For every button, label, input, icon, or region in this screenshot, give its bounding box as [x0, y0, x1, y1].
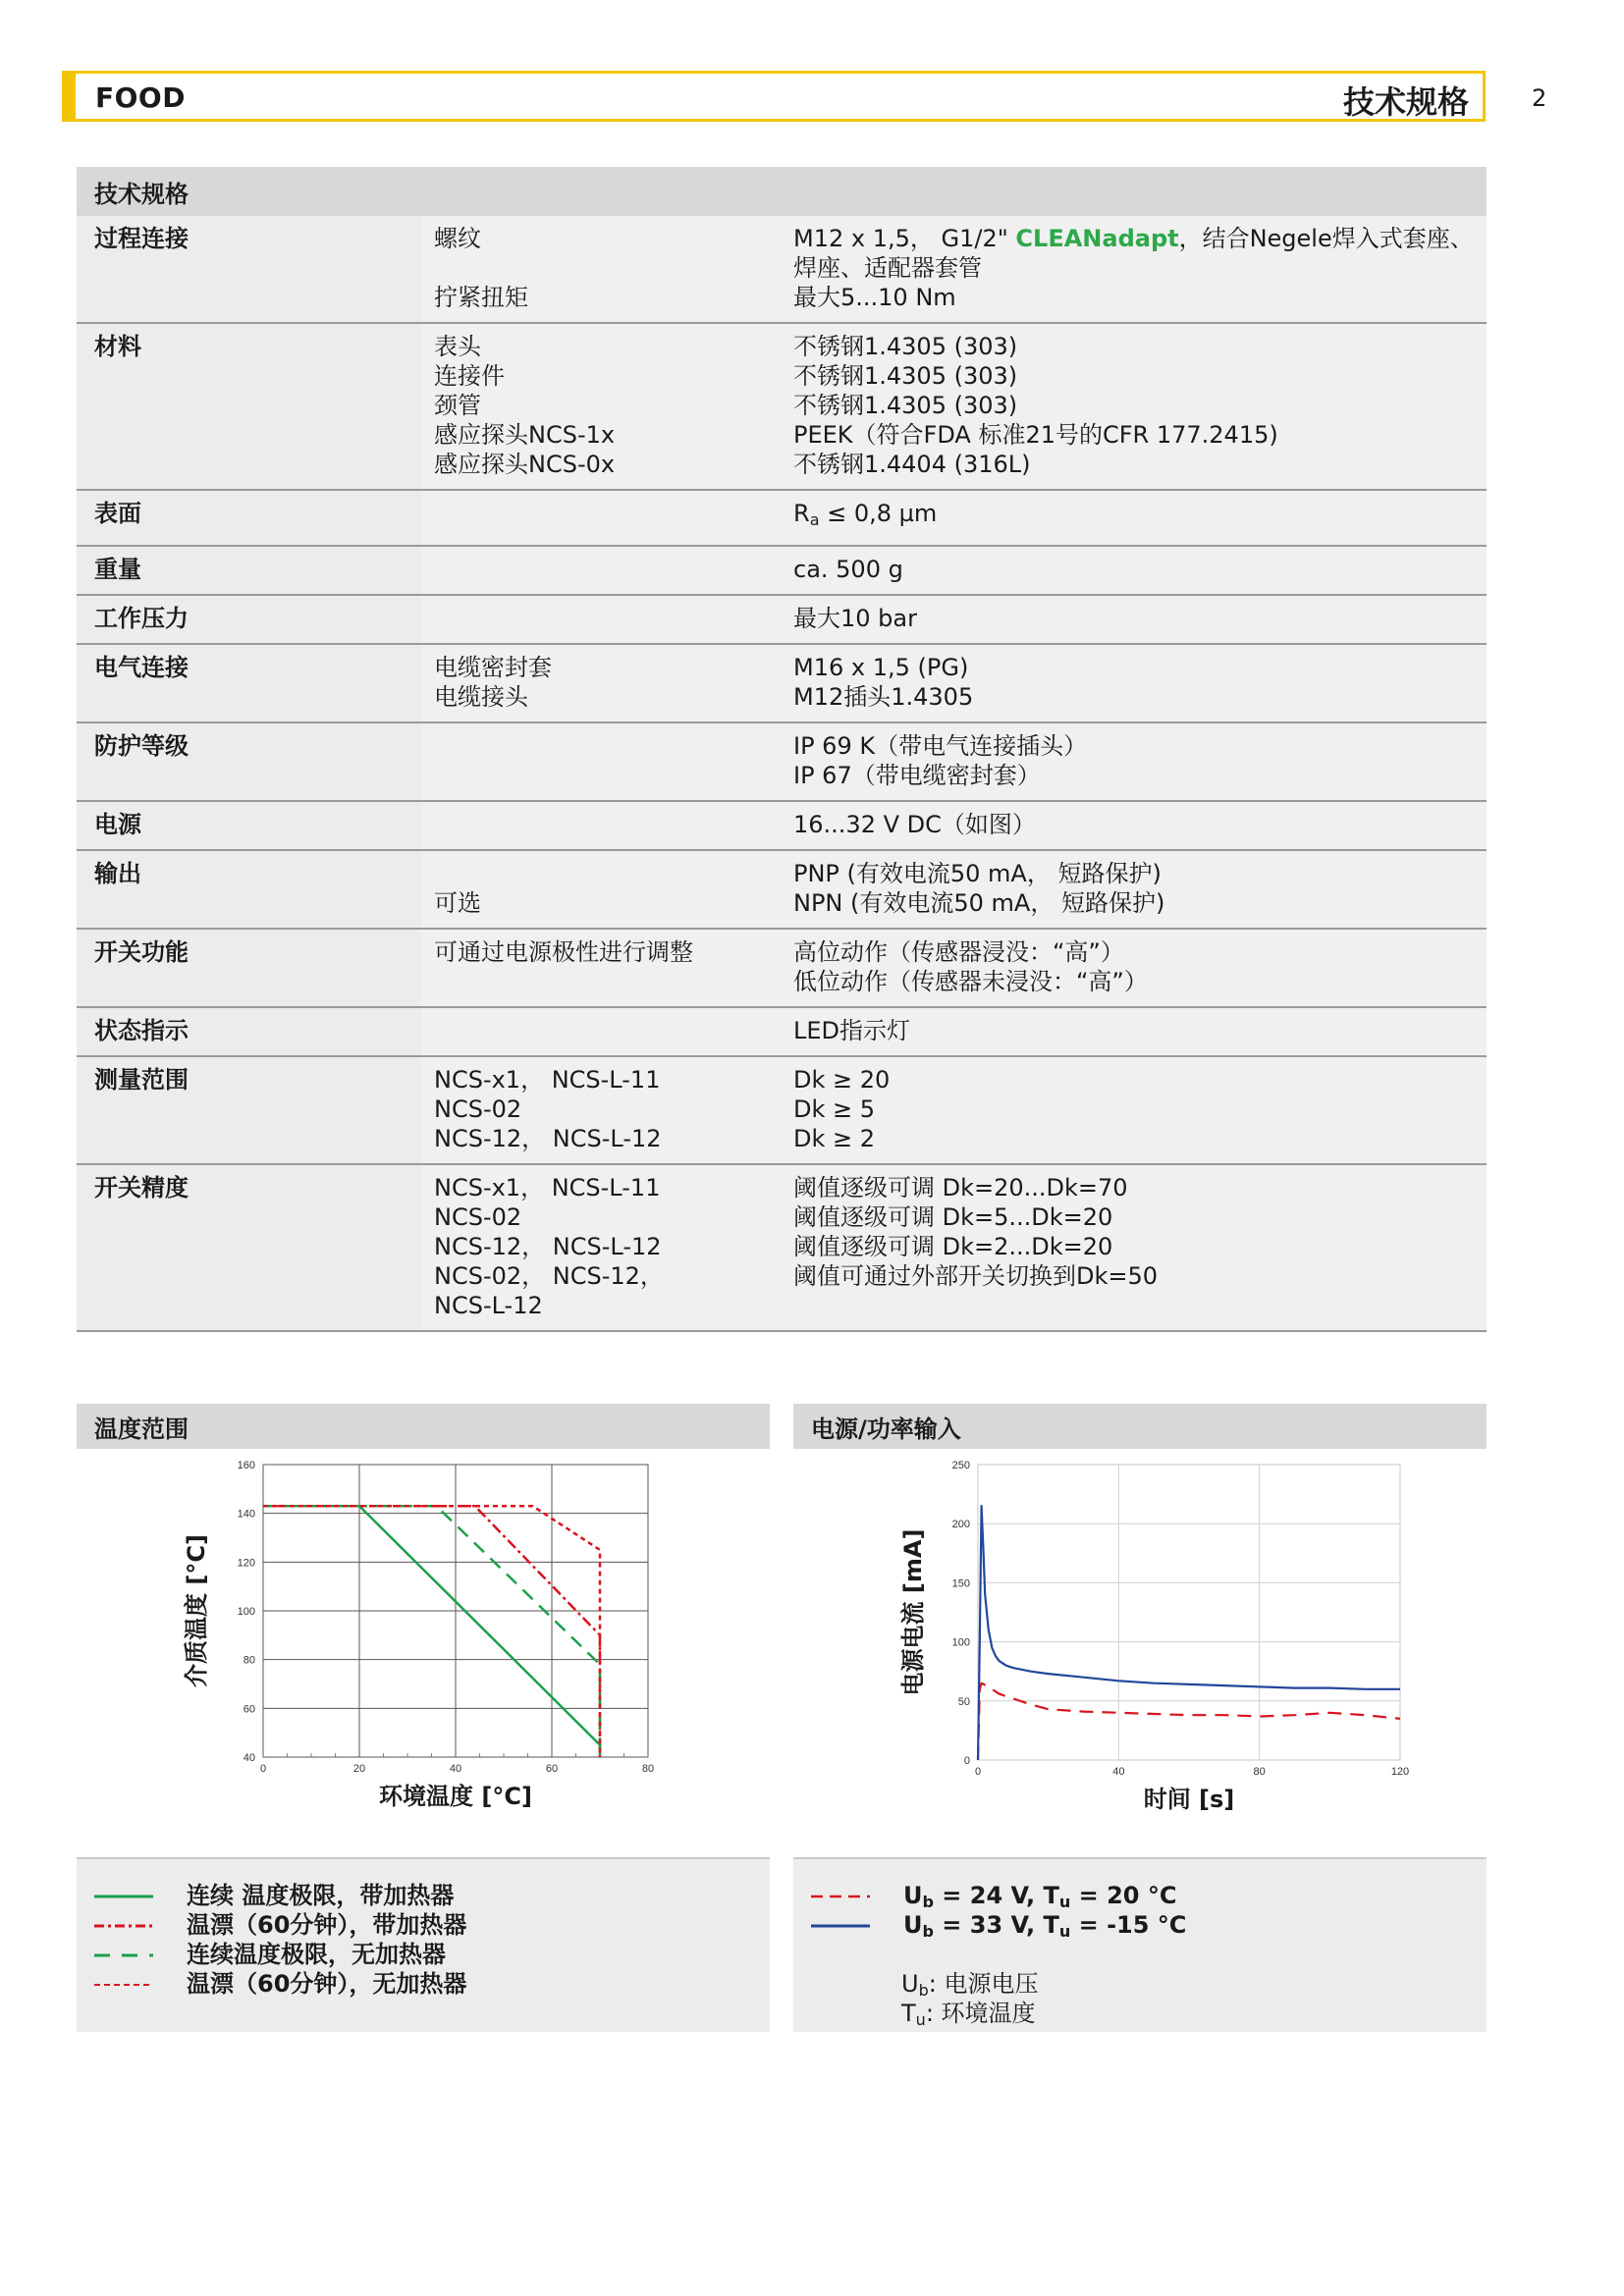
spec-label: 重量	[94, 556, 141, 583]
temperature-chart	[77, 1449, 770, 1857]
y-tick-label: 150	[951, 1577, 970, 1590]
spec-row	[77, 723, 1487, 802]
spec-row	[77, 1057, 1487, 1165]
spec-value: M12 x 1,5， G1/2" CLEANadapt，结合Negele焊入式套座、 焊座、适配器套管 最大5...10 Nm	[793, 216, 1487, 322]
spec-value: $R_a \le 0,8$ µm	[793, 491, 1487, 545]
spec-row	[77, 851, 1487, 930]
power-legend: $U_b = 24$ V, $T_u = 20$ °C $U_b = 33$ V, $T_u = -15$ °C $U_b$: 电源电压 $T_u$: 环境温度	[793, 1857, 1487, 2032]
y-tick-label: 160	[237, 1460, 255, 1471]
spec-sub: 螺纹 拧紧扭矩	[422, 216, 793, 322]
legend-swatch-dash-green	[92, 1940, 155, 1969]
spec-sub: NCS-x1， NCS-L-11 NCS-02 NCS-12， NCS-L-12	[422, 1057, 793, 1163]
spec-sub	[422, 547, 793, 594]
spec-sub: 表头 连接件 颈管 感应探头NCS-1x 感应探头NCS-0x	[422, 324, 793, 489]
spec-value: 16...32 V DC（如图）	[793, 802, 1487, 849]
y-tick-label: 100	[951, 1636, 970, 1649]
spec-row	[77, 547, 1487, 596]
spec-sub: 可选	[422, 851, 793, 928]
spec-value: 不锈钢1.4305 (303) 不锈钢1.4305 (303) 不锈钢1.4305 (303) PEEK（符合FDA 标准21号的CFR 177.2415) 不锈钢1.4404 (316L)	[793, 324, 1487, 489]
spec-label: 测量范围	[94, 1066, 189, 1094]
x-axis-label: 时间 [s]	[1143, 1786, 1235, 1813]
y-tick-label: 120	[237, 1557, 255, 1570]
header-bar	[62, 71, 1486, 122]
spec-sub	[422, 596, 793, 643]
temperature-chart-area	[77, 1449, 770, 1857]
x-tick-label: 40	[1112, 1766, 1125, 1778]
y-tick-label: 50	[957, 1695, 970, 1708]
spec-label: 输出	[94, 860, 141, 887]
y-tick-label: 250	[951, 1460, 970, 1471]
spec-sub	[422, 802, 793, 849]
spec-row	[77, 645, 1487, 723]
spec-sub: NCS-x1， NCS-L-11 NCS-02 NCS-12， NCS-L-12 NCS-02， NCS-12， NCS-L-12	[422, 1165, 793, 1330]
spec-value: 阈值逐级可调 Dk=20...Dk=70 阈值逐级可调 Dk=5...Dk=20 阈值逐级可调 Dk=2...Dk=20 阈值可通过外部开关切换到Dk=50	[793, 1165, 1487, 1330]
spec-row	[77, 491, 1487, 547]
spec-label: 电源	[94, 811, 141, 838]
y-tick-label: 140	[237, 1508, 255, 1521]
spec-value: 高位动作（传感器浸没：“高”） 低位动作（传感器未浸没：“高”）	[793, 930, 1487, 1006]
y-axis-label: 介质温度 [°C]	[183, 1534, 210, 1687]
y-tick-label: 0	[963, 1755, 970, 1767]
y-axis-label: 电源电流 [mA]	[899, 1528, 927, 1696]
temperature-legend: 连续 温度极限，带加热器 温漂（60分钟），带加热器 连续温度极限，无加热器 温漂（60分钟），无加热器	[77, 1857, 770, 2032]
spec-sub: 电缆密封套 电缆接头	[422, 645, 793, 721]
power-input-panel	[793, 1404, 1487, 2032]
legend-note: $T_u$: 环境温度	[901, 2000, 1036, 2029]
y-tick-label: 200	[951, 1519, 970, 1531]
spec-sub	[422, 1008, 793, 1055]
x-tick-label: 80	[1253, 1766, 1266, 1778]
spec-value: 最大10 bar	[793, 596, 1487, 643]
spec-value: ca. 500 g	[793, 547, 1487, 594]
x-tick-label: 40	[449, 1763, 462, 1775]
spec-sub	[422, 491, 793, 545]
spec-row	[77, 596, 1487, 645]
spec-label: 防护等级	[94, 732, 189, 760]
page-number: 2	[1532, 84, 1547, 112]
spec-sub	[422, 723, 793, 800]
spec-value: PNP (有效电流50 mA， 短路保护) NPN (有效电流50 mA， 短路保护)	[793, 851, 1487, 928]
spec-label: 表面	[94, 500, 141, 527]
legend-swatch-solid-blue	[809, 1910, 872, 1940]
page-title: 技术规格	[1342, 83, 1469, 121]
legend-swatch-solid-green	[92, 1881, 155, 1910]
spec-row	[77, 324, 1487, 491]
x-tick-label: 80	[641, 1763, 655, 1775]
spec-label: 开关功能	[94, 938, 189, 966]
legend-note: $U_b$: 电源电压	[901, 1970, 1039, 2000]
spec-label: 开关精度	[94, 1174, 189, 1201]
spec-row	[77, 1008, 1487, 1057]
y-tick-label: 100	[237, 1606, 255, 1618]
spec-label: 过程连接	[94, 225, 189, 252]
legend-swatch-dot-red	[92, 1969, 155, 1999]
y-tick-label: 60	[243, 1703, 255, 1716]
legend-swatch-dashdot-red	[92, 1910, 155, 1940]
spec-row	[77, 1165, 1487, 1332]
spec-table-title: 技术规格	[77, 167, 1487, 216]
section-name: FOOD	[95, 81, 186, 114]
spec-label: 材料	[94, 333, 141, 360]
spec-table	[77, 167, 1487, 1332]
x-axis-label: 环境温度 [°C]	[379, 1783, 532, 1810]
x-tick-label: 0	[974, 1766, 982, 1778]
power-chart-area	[793, 1449, 1487, 1857]
spec-value: Dk ≥ 20 Dk ≥ 5 Dk ≥ 2	[793, 1057, 1487, 1163]
spec-label: 电气连接	[94, 654, 189, 681]
spec-row	[77, 802, 1487, 851]
plot-frame	[978, 1465, 1400, 1760]
temperature-range-panel	[77, 1404, 770, 2032]
spec-sub: 可通过电源极性进行调整	[422, 930, 793, 1006]
x-tick-label: 60	[545, 1763, 559, 1775]
spec-row	[77, 930, 1487, 1008]
spec-label: 工作压力	[94, 605, 189, 632]
temperature-panel-title: 温度范围	[77, 1404, 770, 1449]
cleanadapt-brand: CLEANadapt	[1015, 225, 1179, 252]
x-tick-label: 0	[259, 1763, 267, 1775]
spec-value: LED指示灯	[793, 1008, 1487, 1055]
y-tick-label: 40	[243, 1752, 255, 1764]
spec-value: M16 x 1,5 (PG) M12插头1.4305	[793, 645, 1487, 721]
spec-value: IP 69 K（带电气连接插头） IP 67（带电缆密封套）	[793, 723, 1487, 800]
x-tick-label: 120	[1390, 1766, 1410, 1778]
power-panel-title: 电源/功率输入	[793, 1404, 1487, 1449]
y-tick-label: 80	[243, 1654, 255, 1667]
spec-label: 状态指示	[94, 1017, 189, 1044]
power-chart	[793, 1449, 1487, 1857]
legend-swatch-dash-red	[809, 1881, 872, 1910]
spec-row	[77, 216, 1487, 324]
x-tick-label: 20	[352, 1763, 366, 1775]
